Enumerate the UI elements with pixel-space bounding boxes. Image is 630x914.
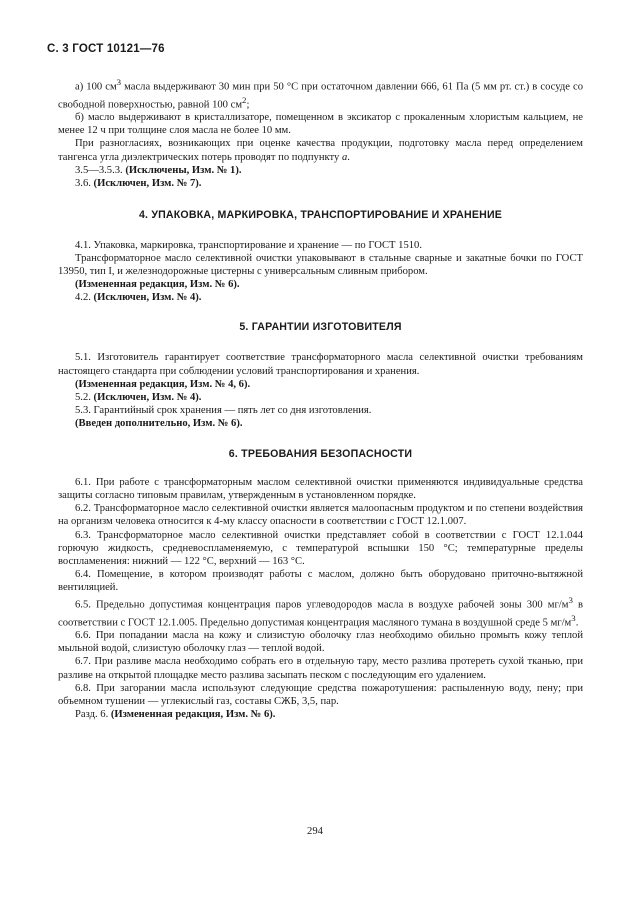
subclause-reference: а	[341, 151, 348, 163]
text-fragment: 6.5. Предельно допустимая концентрация паров углеводородов масла в воздухе рабочей зоны 300 мг/м	[75, 599, 569, 611]
section-5-heading: 5. ГАРАНТИИ ИЗГОТОВИТЕЛЯ	[239, 321, 402, 334]
text-fragment: масла выдерживают 30 мин при 50 °С при остаточном давлении 666, 61 Па (5 мм рт. ст.) в сосуде со свободной поверхностью, равной 100 см	[58, 81, 583, 111]
text-fragment: в соответствии с ГОСТ 12.1.005. Предельно допустимая концентрация масляного тумана в воздушной среде 5 мг/м	[58, 599, 583, 629]
clause-number: 3.5—3.5.3.	[75, 164, 123, 176]
text-fragment: а) 100 см	[75, 81, 117, 93]
clause-number: Разд. 6.	[75, 708, 109, 720]
paragraph-razd-6-note	[58, 708, 583, 721]
paragraph-6-4: 6.4. Помещение, в котором производят работы с маслом, должно быть оборудовано приточно-вытяжной вентиляцией.	[58, 568, 583, 593]
amendment-note: (Исключен, Изм. № 4).	[93, 292, 202, 304]
amendment-note: (Исключен, Изм. № 7).	[93, 177, 202, 189]
paragraph-3-a	[58, 76, 583, 111]
clause-number: 4.2.	[75, 292, 91, 304]
superscript: 3	[116, 77, 122, 87]
paragraph-3-b: б) масло выдерживают в кристаллизаторе, помещенном в эксикатор с прокаленным хлористым кальцием, не менее 12 ч при толщине слоя масла не более 10 мм.	[58, 112, 583, 137]
paragraph-4-1: 4.1. Упаковка, маркировка, транспортирование и хранение — по ГОСТ 1510.	[75, 239, 422, 251]
page-number: 294	[307, 826, 323, 837]
amendment-note: (Исключен, Изм. № 4).	[93, 391, 202, 403]
paragraph-6-2: 6.2. Трансформаторное масло селективной очистки является малоопасным продуктом и по степени воздействия на организм человека относится к 4-му классу опасности в соответствии с ГОСТ 12.1.007.	[58, 503, 583, 528]
superscript: 2	[242, 94, 247, 105]
superscript: 3	[568, 594, 573, 605]
text-fragment: .	[575, 617, 579, 629]
amendment-note: (Исключены, Изм. № 1).	[125, 164, 242, 176]
text-fragment: ;	[246, 99, 250, 111]
paragraph-disagreement	[58, 137, 583, 163]
paragraph-4-2	[58, 291, 583, 304]
paragraph-6-5	[58, 594, 583, 629]
paragraph-6-3: 6.3. Трансформаторное масло селективной очистки представляет собой в соответствии с ГОСТ 12.1.044 горючую жидкость, средневоспламеняемую, с температурой вспышки 150 °С; температурные пределы воспламенения: нижний — 122 °С, верхний — 163 °С.	[58, 529, 583, 567]
text-fragment: При разногласиях, возникающих при оценке качества продукции, подготовку масла перед определением тангенса угла диэлектрических потерь проводят по подпункту	[58, 138, 583, 163]
paragraph-3-5-3	[58, 164, 583, 177]
paragraph-6-6: 6.6. При попадании масла на кожу и слизистую оболочку глаз необходимо обильно промыть кожу теплой мыльной водой, слизистую оболочку глаз — теплой водой.	[58, 630, 583, 655]
paragraph-6-7: 6.7. При разливе масла необходимо собрать его в отдельную тару, место разлива протереть сухой тканью, при разливе на открытой площадке место разлива засыпать песком с последующим его удалением.	[58, 656, 583, 681]
paragraph-3-6	[58, 177, 583, 190]
amendment-note: (Измененная редакция, Изм. № 4, 6).	[75, 378, 251, 390]
paragraph-5-2	[58, 391, 583, 404]
amendment-note: (Измененная редакция, Изм. № 6).	[75, 279, 240, 291]
paragraph-4-1-b: Трансформаторное масло селективной очистки упаковывают в стальные сварные и закатные бочки по ГОСТ 13950, тип I, и железнодорожные цистерны с универсальным сливным прибором.	[58, 253, 583, 278]
clause-number: 3.6.	[75, 177, 91, 189]
section-4-heading: 4. УПАКОВКА, МАРКИРОВКА, ТРАНСПОРТИРОВАНИЕ И ХРАНЕНИЕ	[138, 208, 503, 221]
amendment-note: (Измененная редакция, Изм. № 6).	[110, 708, 276, 720]
paragraph-5-3: 5.3. Гарантийный срок хранения — пять лет со дня изготовления.	[75, 404, 372, 416]
paragraph-5-1: 5.1. Изготовитель гарантирует соответствие трансформаторного масла селективной очистки требованиям настоящего стандарта при соблюдении условий транспортирования и хранения.	[58, 352, 583, 377]
page-header: С. 3 ГОСТ 10121—76	[47, 43, 165, 55]
clause-number: 5.2.	[75, 391, 91, 403]
paragraph-6-8: 6.8. При загорании масла используют следующие средства пожаротушения: распыленную воду, пену; при объемном тушении — углекислый газ, составы СЖБ, 3,5, пар.	[58, 682, 583, 707]
amendment-note: (Введен дополнительно, Изм. № 6).	[75, 417, 243, 429]
text-fragment: .	[347, 151, 350, 163]
paragraph-4-1-note	[58, 278, 583, 291]
page-content	[58, 76, 583, 721]
section-6-heading: 6. ТРЕБОВАНИЯ БЕЗОПАСНОСТИ	[228, 448, 413, 461]
paragraph-5-1-note	[58, 378, 583, 391]
paragraph-5-3-note	[58, 417, 583, 430]
superscript: 3	[571, 612, 576, 623]
paragraph-6-1: 6.1. При работе с трансформаторным маслом селективной очистки применяются индивидуальные средства защиты согласно типовым правилам, утвержденным в установленном порядке.	[58, 477, 583, 502]
